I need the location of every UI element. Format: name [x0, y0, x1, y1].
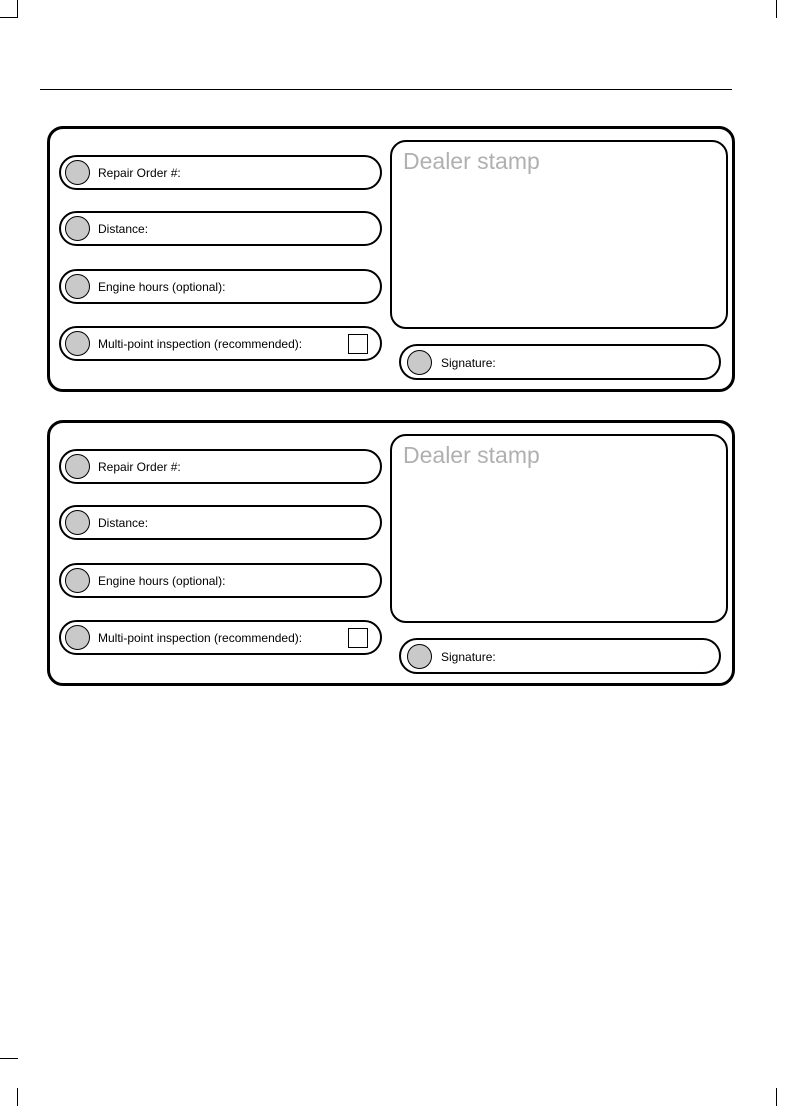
signature-label: Signature: [441, 650, 496, 664]
dealer-stamp-box[interactable] [390, 140, 728, 329]
bullet-icon [65, 216, 90, 241]
bullet-icon [65, 510, 90, 535]
repair-order-field[interactable] [59, 449, 382, 484]
distance-label: Distance: [98, 222, 149, 236]
inspection-field [59, 326, 382, 361]
bullet-icon [65, 331, 90, 356]
crop-mark [0, 17, 18, 18]
header-rule [40, 89, 732, 90]
bullet-icon [65, 625, 90, 650]
signature-field[interactable] [399, 344, 721, 380]
engine-hours-field[interactable] [59, 563, 382, 598]
inspection-checkbox[interactable] [348, 628, 368, 648]
dealer-stamp-box[interactable] [390, 434, 728, 623]
bullet-icon [65, 274, 90, 299]
dealer-stamp-label: Dealer stamp [403, 148, 540, 174]
engine-hours-label: Engine hours (optional): [98, 280, 226, 294]
engine-hours-label: Engine hours (optional): [98, 574, 226, 588]
distance-label: Distance: [98, 516, 149, 530]
bullet-icon [65, 160, 90, 185]
dealer-stamp-label: Dealer stamp [403, 442, 540, 468]
distance-field[interactable] [59, 211, 382, 246]
repair-order-label: Repair Order #: [98, 166, 181, 180]
bullet-icon [407, 350, 432, 375]
repair-order-field[interactable] [59, 155, 382, 190]
inspection-checkbox[interactable] [348, 334, 368, 354]
bullet-icon [407, 644, 432, 669]
bullet-icon [65, 454, 90, 479]
service-record-2 [47, 420, 735, 686]
engine-hours-field[interactable] [59, 269, 382, 304]
signature-field[interactable] [399, 638, 721, 674]
bullet-icon [65, 568, 90, 593]
crop-mark [0, 1058, 18, 1059]
repair-order-label: Repair Order #: [98, 460, 181, 474]
distance-field[interactable] [59, 505, 382, 540]
service-record-1 [47, 126, 735, 392]
crop-mark [776, 0, 777, 18]
signature-label: Signature: [441, 356, 496, 370]
inspection-label: Multi-point inspection (recommended): [98, 337, 303, 351]
inspection-field [59, 620, 382, 655]
crop-mark [776, 1088, 777, 1106]
crop-mark [17, 0, 18, 18]
crop-mark [17, 1088, 18, 1106]
inspection-label: Multi-point inspection (recommended): [98, 631, 303, 645]
